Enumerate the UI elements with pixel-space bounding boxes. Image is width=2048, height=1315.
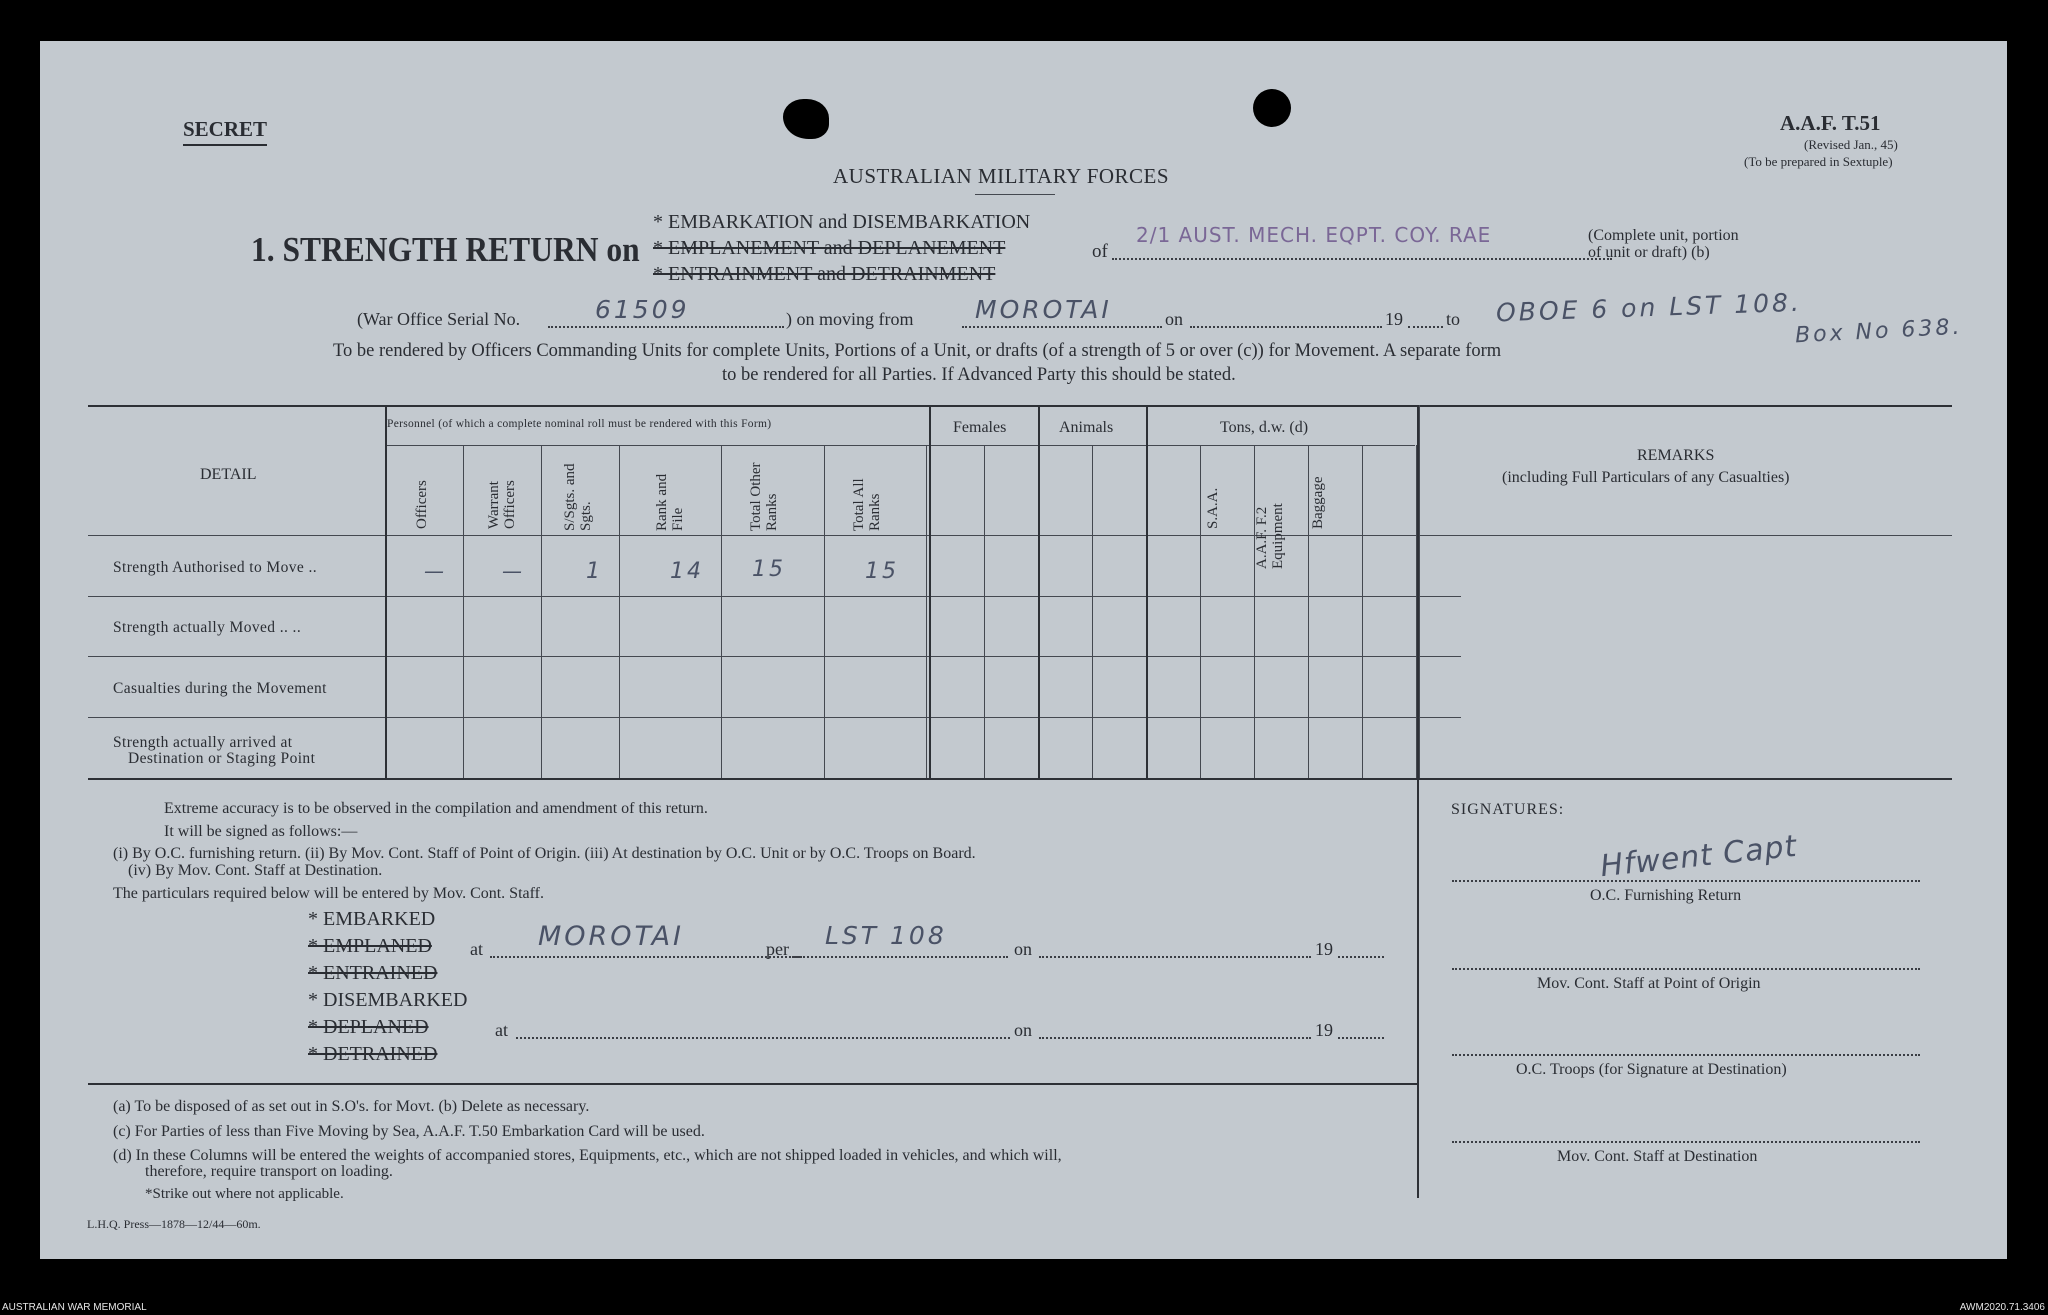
col-saa: S.A.A. [1205, 487, 1221, 529]
row-casualties-label: Casualties during the Movement [113, 680, 327, 697]
table-col-line [824, 445, 825, 778]
signed-item-iv: (iv) By Mov. Cont. Staff at Destination. [128, 862, 383, 879]
table-col-line [385, 405, 387, 778]
embark-per-dotted [792, 956, 1008, 958]
tons-header: Tons, d.w. (d) [1220, 419, 1309, 436]
from-dotted [962, 326, 1162, 328]
complete-unit-note-1: (Complete unit, portion [1588, 227, 1739, 244]
females-header: Females [953, 419, 1007, 436]
table-col-line [721, 445, 722, 778]
row-moved-label: Strength actually Moved .. .. [113, 619, 302, 636]
col-rank-file [654, 459, 686, 531]
col-total-other-text: Total Other Ranks [748, 462, 780, 531]
archive-credit: AUSTRALIAN WAR MEMORIAL [2, 1302, 147, 1313]
unit-dotted-line [1112, 258, 1612, 260]
particulars-note: The particulars required below will be entered by Mov. Cont. Staff. [113, 885, 544, 902]
embark-year-dotted [1338, 956, 1384, 958]
detrained-option: * DETRAINED [308, 1043, 438, 1065]
entrained-option: * ENTRAINED [308, 962, 438, 984]
disembark-on-dotted [1039, 1037, 1311, 1039]
embark-per: LST 108 [825, 921, 947, 950]
note-d-2: therefore, require transport on loading. [145, 1163, 393, 1180]
emplaned-option: * EMPLANED [308, 935, 432, 957]
col-baggage: Baggage [1310, 476, 1326, 529]
col-warrant-officers [486, 459, 518, 529]
table-col-line [1092, 445, 1093, 778]
note-c: (c) For Parties of less than Five Moving by Sea, A.A.F. T.50 Embarkation Card will be used. [113, 1123, 705, 1140]
archive-id: AWM2020.71.3406 [1959, 1302, 2045, 1313]
row-arrived-label-1: Strength actually arrived at [113, 734, 293, 751]
embark-on-label: on [1014, 939, 1032, 959]
col-officers: Officers [414, 480, 430, 529]
punch-hole-left [783, 99, 829, 139]
animals-header: Animals [1059, 419, 1114, 436]
unit-stamp: 2/1 AUST. MECH. EQPT. COY. RAE [1136, 223, 1492, 247]
sig-label-4: Mov. Cont. Staff at Destination [1557, 1148, 1758, 1165]
value-total-other: 15 [752, 557, 786, 582]
table-col-line [619, 445, 620, 778]
table-col-line [463, 445, 464, 778]
table-col-line [929, 405, 931, 778]
oc-signature: Hfwent Capt [1598, 828, 1799, 885]
col-total-all-text: Total All Ranks [851, 478, 883, 531]
col-total-all [851, 459, 897, 531]
remarks-subheader: (including Full Particulars of any Casualties) [1502, 469, 1790, 486]
deplaned-option: * DEPLANED [308, 1016, 429, 1038]
sig-line-3 [1452, 1054, 1920, 1056]
of-label: of [1092, 241, 1108, 262]
lower-divider [1417, 778, 1419, 1198]
disembark-at-dotted [516, 1037, 1010, 1039]
sig-line-1 [1452, 880, 1920, 882]
option-emplanement: * EMPLANEMENT and DEPLANEMENT [653, 237, 1006, 259]
to-value: OBOE 6 on LST 108. [1495, 287, 1803, 328]
year-label: 19 [1385, 309, 1403, 329]
row-arrived-label-2: Destination or Staging Point [128, 750, 316, 767]
embark-on-dotted [1039, 956, 1311, 958]
moving-from-label: ) on moving from [786, 309, 914, 329]
option-embarkation: * EMBARKATION and DISEMBARKATION [653, 211, 1031, 233]
embark-at-dotted [490, 956, 802, 958]
value-total-all: 15 [865, 559, 899, 584]
table-col-line [1038, 405, 1040, 778]
table-top-border [88, 405, 1952, 407]
signatures-heading: SIGNATURES: [1451, 801, 1565, 818]
col-warrant-officers-text: Warrant Officers [486, 480, 518, 529]
col-total-other [748, 459, 794, 531]
secret-label: SECRET [183, 117, 267, 146]
table-bottom-border [88, 778, 1952, 780]
to-label: to [1446, 309, 1461, 329]
serial-prefix: (War Office Serial No. [357, 309, 521, 329]
table-row-divider-3 [88, 717, 1461, 718]
col-sergeants [562, 459, 594, 531]
note-a: (a) To be disposed of as set out in S.O's. for Movt. (b) Delete as necessary. [113, 1098, 590, 1115]
table-col-line [541, 445, 542, 778]
value-rank-file: 14 [670, 559, 704, 584]
complete-unit-note-2: of unit or draft) (b) [1588, 244, 1710, 261]
disembarked-option: * DISEMBARKED [308, 989, 468, 1011]
signed-items: (i) By O.C. furnishing return. (ii) By Mov. Cont. Staff of Point of Origin. (iii) At destination by O.C. Unit or by O.C. Troops on Board. [113, 845, 976, 862]
tons-header-divider [1148, 445, 1415, 446]
table-row-divider-1 [88, 596, 1461, 597]
detail-header: DETAIL [200, 466, 257, 483]
form-title: 1. STRENGTH RETURN on [251, 230, 640, 269]
org-title: AUSTRALIAN MILITARY FORCES [833, 164, 1170, 188]
table-col-line [926, 445, 927, 778]
sig-label-2: Mov. Cont. Staff at Point of Origin [1537, 975, 1761, 992]
row-authorised-label: Strength Authorised to Move .. [113, 559, 318, 576]
table-col-line [1308, 445, 1309, 778]
table-col-line [1419, 405, 1420, 778]
sig-line-4 [1452, 1141, 1920, 1143]
instruction-line-2: to be rendered for all Parties. If Advanced Party this should be stated. [722, 365, 1236, 385]
instruction-line-1: To be rendered by Officers Commanding Units for complete Units, Portions of a Unit, or drafts (of a strength of 5 or over (c)) for Movement. A separate form [333, 341, 1502, 361]
table-col-line [984, 445, 985, 778]
value-sergeants: 1 [586, 559, 603, 584]
sig-line-2 [1452, 968, 1920, 970]
table-row-divider-2 [88, 656, 1461, 657]
sig-label-1: O.C. Furnishing Return [1590, 887, 1742, 904]
on-label: on [1165, 309, 1183, 329]
form-sheet [40, 41, 2007, 1259]
form-code: A.A.F. T.51 [1780, 111, 1881, 135]
accuracy-note: Extreme accuracy is to be observed in the compilation and amendment of this return. [164, 800, 708, 817]
personnel-header-divider [386, 445, 930, 446]
signed-note: It will be signed as follows:— [164, 823, 358, 840]
strike-note: *Strike out where not applicable. [145, 1186, 344, 1202]
notes-divider [88, 1083, 1417, 1085]
box-note: Box No 638. [1794, 314, 1964, 349]
table-col-line [1146, 405, 1148, 778]
note-d-1: (d) In these Columns will be entered the weights of accompanied stores, Equipments, etc., which are not shipped loaded in vehicles, and which will, [113, 1147, 1062, 1164]
table-header-divider [88, 535, 1952, 536]
col-rank-file-text: Rank and File [654, 473, 686, 531]
col-f2-equipment [1254, 489, 1288, 569]
disembark-at-label: at [495, 1020, 508, 1040]
disembark-on-label: on [1014, 1020, 1032, 1040]
col-sergeants-text: S/Sgts. and Sgts. [562, 463, 594, 531]
option-entrainment: * ENTRAINMENT and DETRAINMENT [653, 263, 996, 285]
personnel-header: Personnel (of which a complete nominal roll must be rendered with this Form) [387, 418, 772, 430]
embark-year-label: 19 [1315, 939, 1333, 959]
col-f2-equipment-text: A.A.F. F.2 Equipment [1254, 503, 1286, 569]
year-dotted [1408, 326, 1443, 328]
sig-label-3: O.C. Troops (for Signature at Destination) [1516, 1061, 1787, 1078]
value-warrant-officers: — [502, 559, 525, 583]
embarked-option: * EMBARKED [308, 908, 436, 930]
printer-note: L.H.Q. Press—1878—12/44—60m. [87, 1217, 261, 1231]
serial-value: 61509 [595, 295, 690, 324]
embark-at-label: at [470, 939, 483, 959]
remarks-header: REMARKS [1637, 447, 1715, 464]
form-revised: (Revised Jan., 45) [1804, 137, 1898, 152]
disembark-year-label: 19 [1315, 1020, 1333, 1040]
on-dotted [1190, 326, 1382, 328]
form-prepared: (To be prepared in Sextuple) [1744, 154, 1893, 169]
table-col-line [1200, 445, 1201, 778]
punch-hole-right [1253, 89, 1291, 127]
table-col-line [1362, 445, 1363, 778]
serial-dotted [548, 326, 784, 328]
embark-per-label: per [766, 939, 789, 959]
disembark-year-dotted [1338, 1037, 1384, 1039]
from-value: MOROTAI [975, 295, 1112, 324]
value-officers: — [424, 559, 447, 583]
org-underline [975, 194, 1055, 195]
embark-place: MOROTAI [538, 921, 685, 952]
